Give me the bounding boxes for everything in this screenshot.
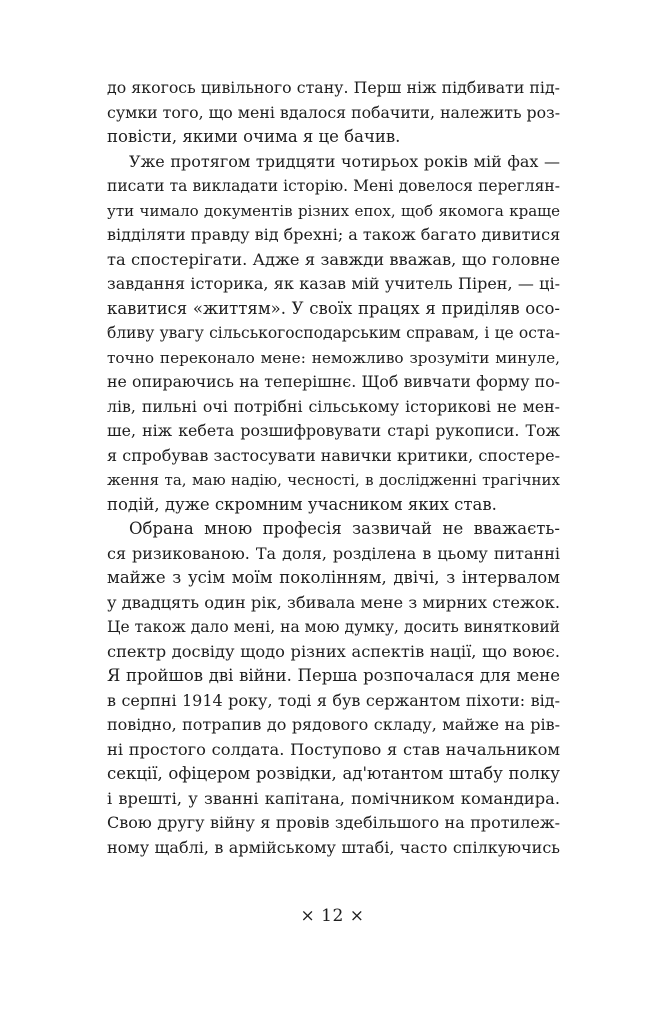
text-line: відділяти правду від брехні; а також багато дивитися	[107, 225, 561, 244]
paragraph-first-line: Обрана мною професія зазвичай не вважаєть-	[129, 519, 560, 538]
text-line: до якогось цивільного стану. Перш ніж підбивати під-	[107, 78, 560, 97]
text-line: в серпні 1914 року, тоді я був сержантом піхоти: від-	[107, 690, 560, 710]
text-line: ся ризикованою. Та доля, розділена в цьому питанні	[107, 543, 560, 563]
text-line: ути чимало документів різних епох, щоб якомога краще	[107, 201, 560, 220]
text-line: бливу увагу сільськогосподарським справам, і це оста-	[107, 324, 560, 342]
paragraph-first-line: Уже протягом тридцяти чотирьох років мій фах —	[129, 151, 560, 171]
text-line: повісти, якими очима я це бачив.	[107, 127, 401, 146]
text-line: майже з усім моїм поколінням, двічі, з інтервалом	[107, 568, 560, 587]
text-line: точно переконало мене: неможливо зрозуміти минуле,	[107, 348, 560, 367]
text-line: завдання історика, як казав мій учитель Пірен, — ці-	[107, 274, 560, 293]
text-line: ному щаблі, в армійському штабі, часто спілкуючись	[107, 837, 560, 857]
text-line: секції, офіцером розвідки, ад'ютантом штабу полку	[107, 764, 560, 783]
text-line: та спостерігати. Адже я завжди вважав, що головне	[107, 249, 560, 269]
text-line: я спробував застосувати навички критики, спостере-	[107, 445, 560, 465]
page-number: × 12 ×	[300, 906, 365, 926]
text-line: сумки того, що мені вдалося побачити, належить роз-	[107, 102, 561, 122]
text-line: Свою другу війну я провів здебільшого на протилеж-	[107, 813, 560, 832]
text-line: спектр досвіду щодо різних аспектів нації, що воює.	[107, 641, 560, 661]
body-text	[107, 76, 560, 860]
text-line: не опираючись на теперішнє. Щоб вивчати форму по-	[107, 372, 560, 391]
text-line: лів, пильні очі потрібні сільському історикові не мен-	[107, 396, 560, 416]
text-line: Це також дало мені, на мою думку, досить винятковий	[107, 618, 560, 636]
text-line: Я пройшов дві війни. Перша розпочалася для мене	[107, 666, 560, 685]
text-line: ні простого солдата. Поступово я став начальником	[107, 739, 560, 759]
text-line: кавитися «життям». У своїх працях я приділяв осо-	[107, 298, 560, 318]
text-line: у двадцять один рік, збивала мене з мирних стежок.	[107, 592, 560, 612]
text-line: і врешті, у званні капітана, помічником командира.	[107, 788, 560, 808]
text-line: писати та викладати історію. Мені довелося переглян-	[107, 177, 560, 195]
text-line: ше, ніж кебета розшифровувати старі рукописи. Тож	[107, 421, 560, 440]
text-line: ження та, маю надію, чесності, в дослідженні трагічних	[107, 471, 560, 489]
text-line: повідно, потрапив до рядового складу, майже на рів-	[107, 715, 560, 734]
text-line: подій, дуже скромним учасником яких став.	[107, 494, 497, 514]
